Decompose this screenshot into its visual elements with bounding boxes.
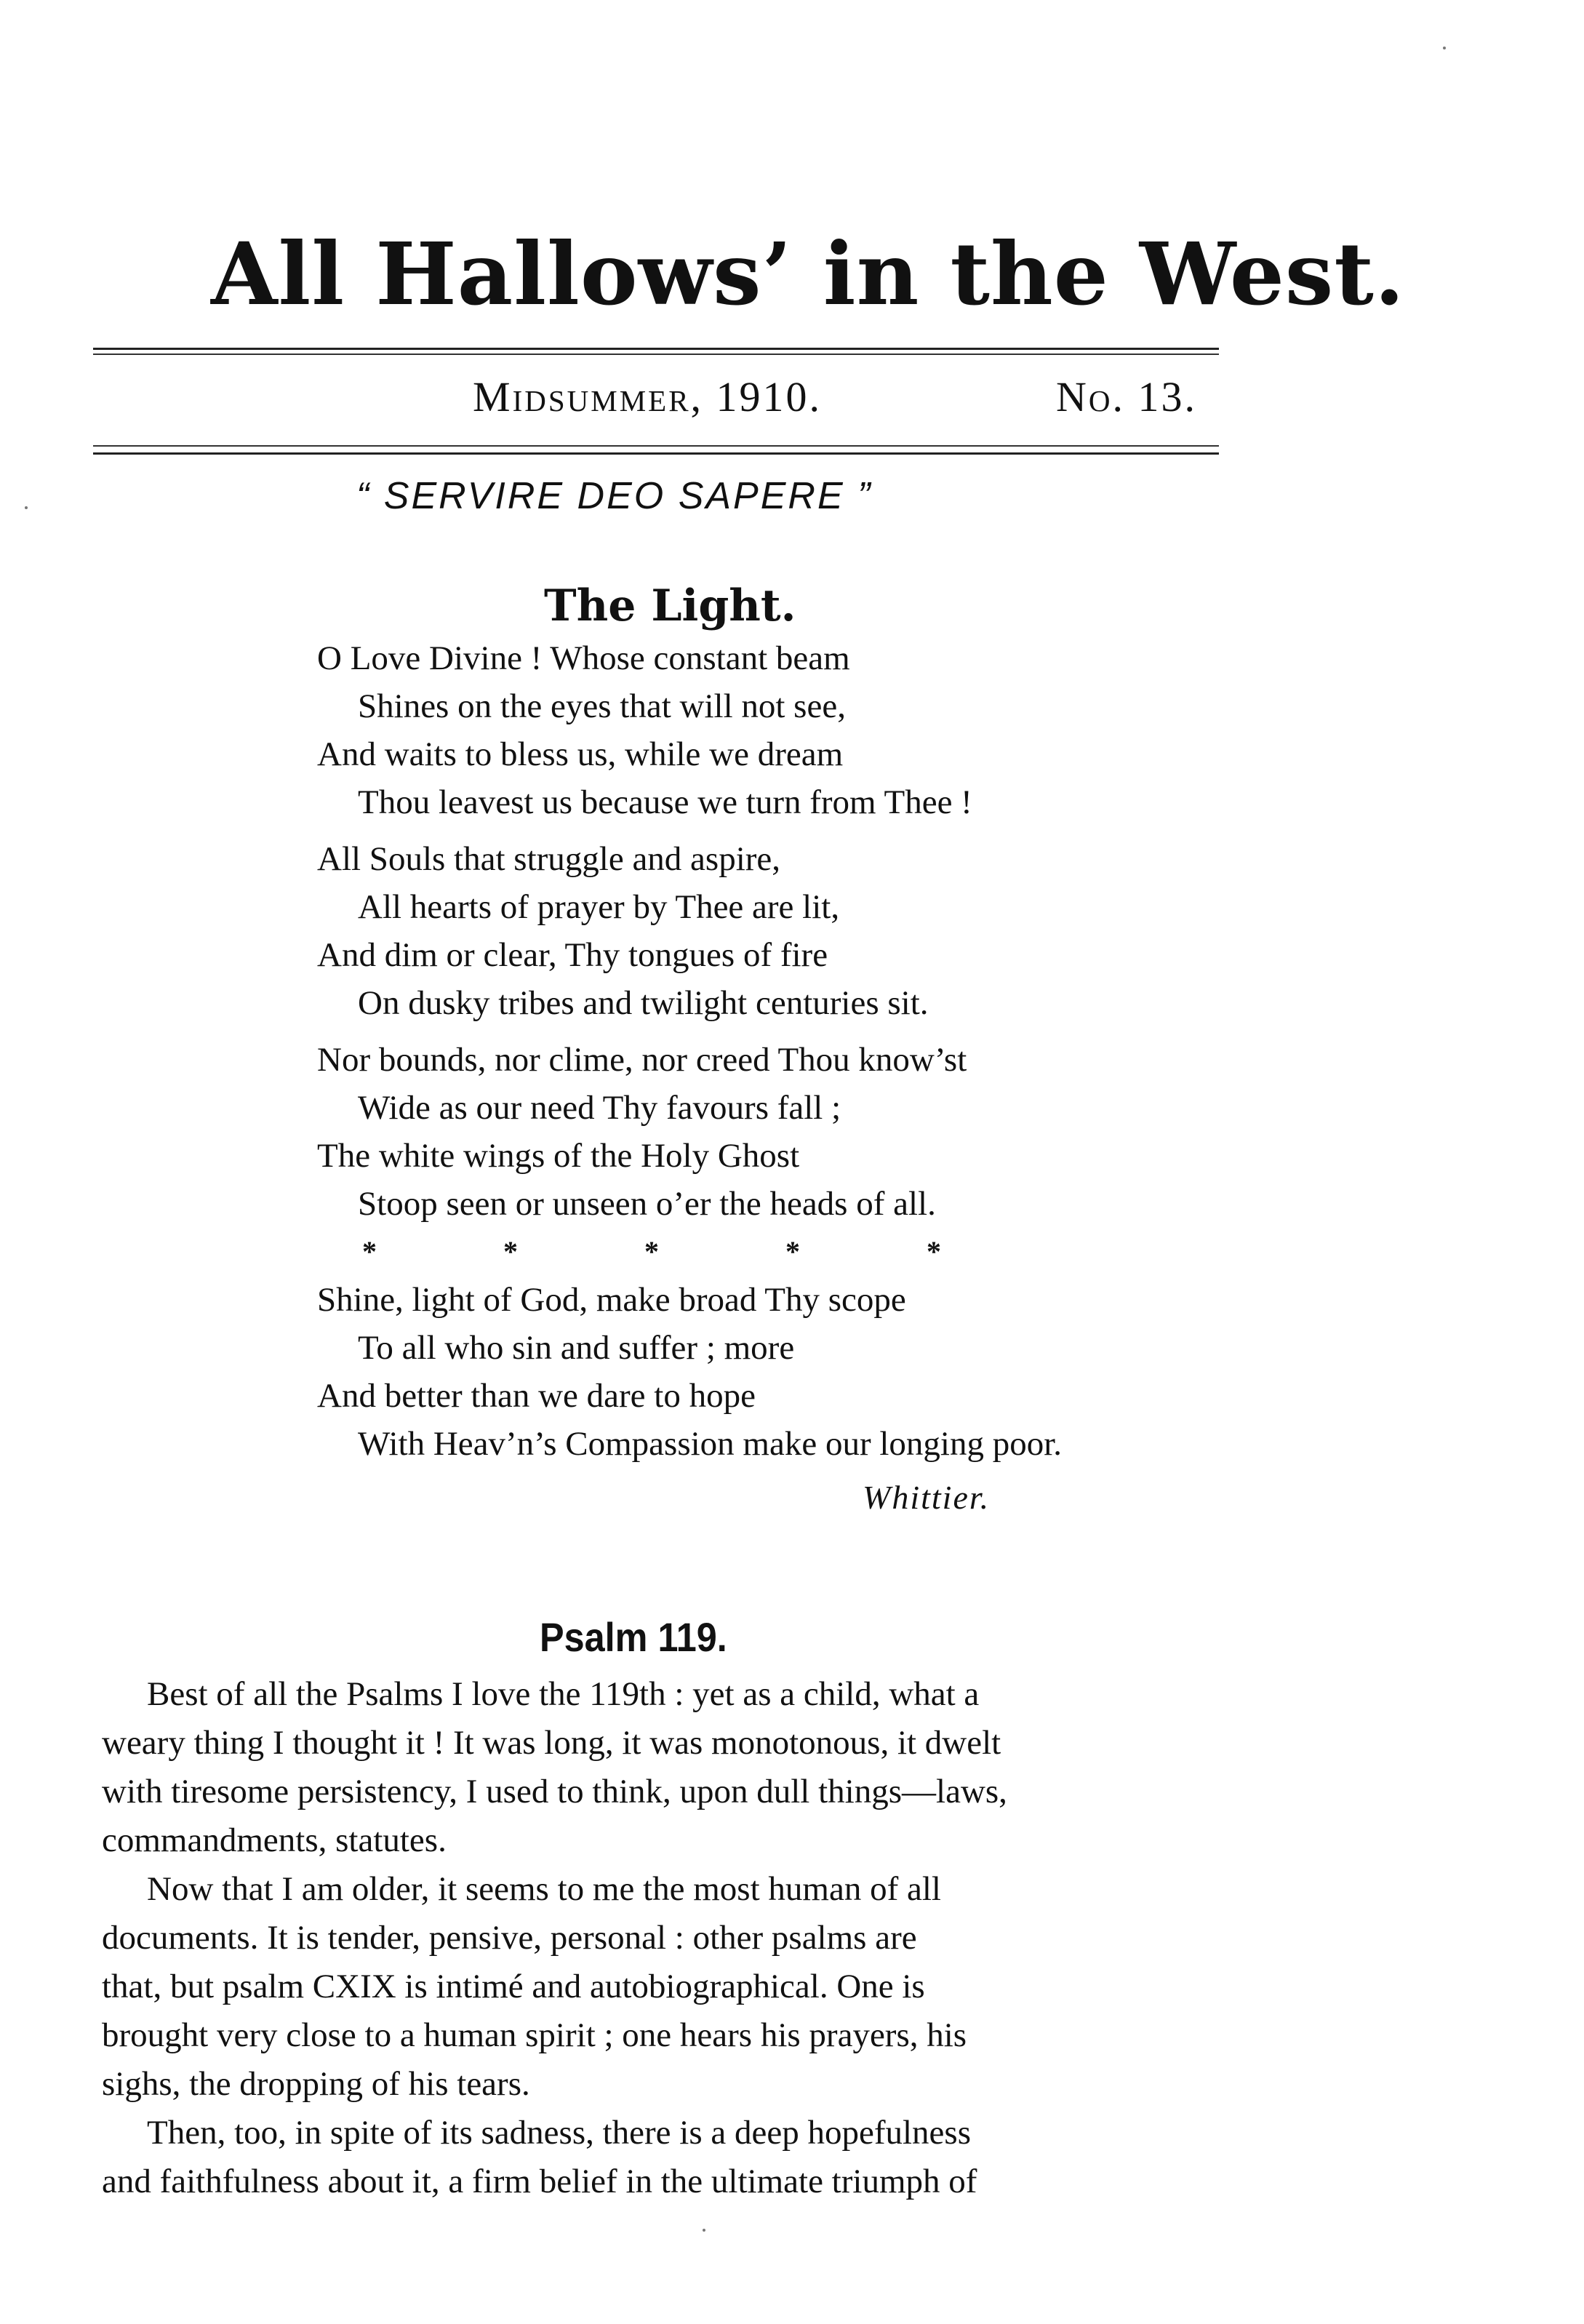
issue-date: Midsummer, 1910. bbox=[473, 373, 823, 420]
masthead-title: All Hallows’ in the West. bbox=[211, 223, 1405, 324]
article-line: Then, too, in spite of its sadness, there is a deep hopefulness bbox=[147, 2114, 971, 2152]
article-line: commandments, statutes. bbox=[102, 1821, 447, 1859]
star-mark: * bbox=[785, 1235, 800, 1268]
scan-speck bbox=[703, 2229, 705, 2232]
article-line: weary thing I thought it ! It was long, it was monotonous, it dwelt bbox=[102, 1724, 1001, 1762]
article-line: and faithfulness about it, a firm belief in the ultimate triumph of bbox=[102, 2163, 977, 2200]
poem-line: All Souls that struggle and aspire, bbox=[317, 840, 781, 878]
article-line: that, but psalm CXIX is intimé and autobiographical. One is bbox=[102, 1968, 925, 2005]
section-break-stars bbox=[362, 1228, 1233, 1276]
poem-line: O Love Divine ! Whose constant beam bbox=[317, 639, 850, 677]
poem-line: To all who sin and suffer ; more bbox=[358, 1329, 795, 1367]
poem-line: All hearts of prayer by Thee are lit, bbox=[358, 888, 840, 926]
article-line: Now that I am older, it seems to me the most human of all bbox=[147, 1870, 941, 1908]
poem-line: Shine, light of God, make broad Thy scope bbox=[317, 1281, 906, 1319]
poem-line: Thou leavest us because we turn from Thee ! bbox=[358, 783, 972, 821]
poem-line: Stoop seen or unseen o’er the heads of all. bbox=[358, 1185, 936, 1223]
star-mark: * bbox=[362, 1235, 377, 1268]
poem-line: Wide as our need Thy favours fall ; bbox=[358, 1089, 841, 1127]
article-line: Best of all the Psalms I love the 119th : yet as a child, what a bbox=[147, 1675, 980, 1713]
poem-body bbox=[317, 634, 1233, 1468]
poem-title: The Light. bbox=[544, 580, 796, 631]
masthead-rule-bottom-inner bbox=[93, 452, 1219, 455]
article-line: documents. It is tender, pensive, personal : other psalms are bbox=[102, 1919, 917, 1957]
article-title: Psalm 119. bbox=[540, 1614, 727, 1660]
star-mark: * bbox=[503, 1235, 518, 1268]
poem-line: The white wings of the Holy Ghost bbox=[317, 1137, 800, 1175]
poem-author: Whittier. bbox=[863, 1479, 991, 1516]
article-line: brought very close to a human spirit ; one hears his prayers, his bbox=[102, 2016, 967, 2054]
poem-line: And dim or clear, Thy tongues of fire bbox=[317, 936, 828, 974]
article-line: with tiresome persistency, I used to think, upon dull things—laws, bbox=[102, 1773, 1007, 1810]
poem-line: And better than we dare to hope bbox=[317, 1377, 756, 1415]
poem-line: Nor bounds, nor clime, nor creed Thou know’st bbox=[317, 1041, 967, 1079]
star-mark: * bbox=[927, 1235, 941, 1268]
star-mark: * bbox=[644, 1235, 659, 1268]
issue-number: No. 13. bbox=[1056, 373, 1197, 420]
article-body bbox=[102, 1670, 1213, 2206]
masthead-rule-top bbox=[93, 348, 1219, 350]
article-line: sighs, the dropping of his tears. bbox=[102, 2065, 530, 2103]
poem-line: Shines on the eyes that will not see, bbox=[358, 687, 846, 725]
scan-speck bbox=[1443, 47, 1446, 49]
scan-speck bbox=[25, 506, 28, 509]
poem-line: On dusky tribes and twilight centuries sit. bbox=[358, 984, 929, 1022]
motto: “ SERVIRE DEO SAPERE ” bbox=[356, 475, 873, 517]
masthead-rule-bottom bbox=[93, 445, 1219, 447]
poem-line: With Heav’n’s Compassion make our longing poor. bbox=[358, 1425, 1063, 1463]
masthead-rule-top-inner bbox=[93, 354, 1219, 355]
poem-line: And waits to bless us, while we dream bbox=[317, 735, 844, 773]
